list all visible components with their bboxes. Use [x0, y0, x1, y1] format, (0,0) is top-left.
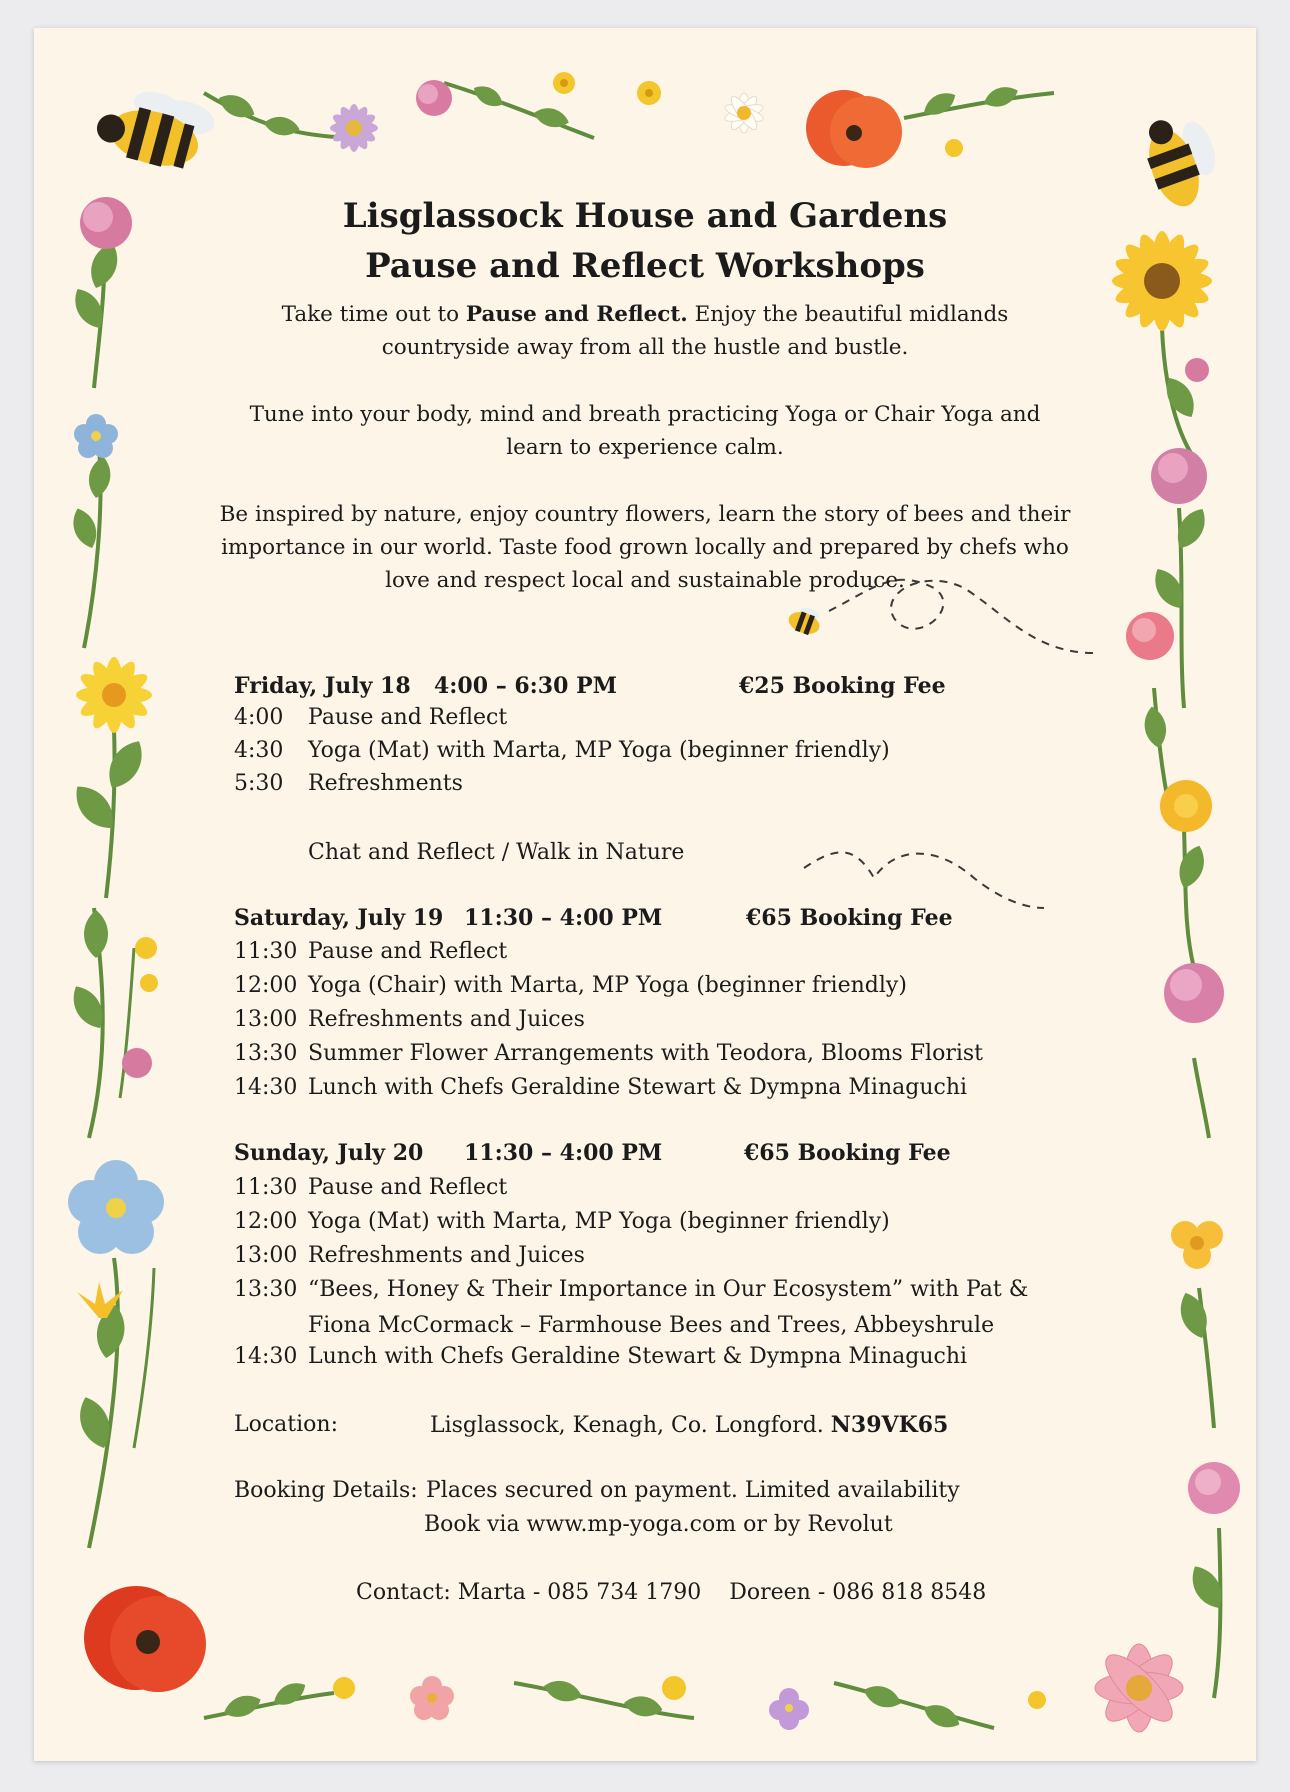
schedule-time: 4:00: [234, 705, 284, 730]
schedule-activity: Lunch with Chefs Geraldine Stewart & Dympna Minaguchi: [308, 1075, 968, 1100]
schedule-time: 14:30: [234, 1344, 298, 1369]
location-label: Location:: [234, 1412, 338, 1437]
day-header-friday: [234, 673, 617, 699]
booking-line-1: Places secured on payment. Limited availability: [426, 1478, 960, 1503]
schedule-activity: Yoga (Chair) with Marta, MP Yoga (beginner friendly): [308, 973, 907, 998]
schedule-row: [234, 1205, 890, 1238]
booking-label: Booking Details:: [234, 1478, 418, 1503]
intro-text: Enjoy the beautiful midlands: [687, 302, 1009, 327]
schedule-activity: Summer Flower Arrangements with Teodora, Blooms Florist: [308, 1041, 983, 1066]
schedule-activity: Refreshments and Juices: [308, 1007, 585, 1032]
day-header-saturday: [234, 905, 663, 931]
location-eircode: N39VK65: [830, 1412, 949, 1438]
schedule-time: 12:00: [234, 973, 298, 998]
poster-page: [34, 28, 1256, 1761]
booking-fee-saturday: €65 Booking Fee: [746, 905, 953, 931]
title-line-2: Pause and Reflect Workshops: [365, 246, 925, 286]
schedule-row: [234, 969, 907, 1002]
schedule-activity: Yoga (Mat) with Marta, MP Yoga (beginner friendly): [308, 1209, 890, 1234]
schedule-time: 14:30: [234, 1075, 298, 1100]
schedule-activity: Pause and Reflect: [308, 939, 508, 964]
day-hours: 11:30 – 4:00 PM: [464, 905, 663, 931]
schedule-activity: “Bees, Honey & Their Importance in Our Ecosystem” with Pat &: [308, 1277, 1029, 1302]
booking-fee-friday: €25 Booking Fee: [739, 673, 946, 699]
intro-text: Tune into your body, mind and breath practicing Yoga or Chair Yoga and: [249, 402, 1041, 427]
day-hours: 11:30 – 4:00 PM: [464, 1140, 663, 1166]
booking-line-2: Book via www.mp-yoga.com or by Revolut: [424, 1512, 893, 1537]
schedule-activity: Pause and Reflect: [308, 705, 508, 730]
schedule-row: [234, 1340, 967, 1373]
intro-paragraph-1: [174, 298, 1116, 364]
schedule-time: 4:30: [234, 738, 284, 763]
schedule-row: [234, 935, 507, 968]
schedule-row: [234, 1037, 983, 1070]
day-name: Friday, July 18: [234, 673, 411, 699]
schedule-row: [234, 1239, 585, 1272]
schedule-activity: Pause and Reflect: [308, 1175, 508, 1200]
schedule-time: 11:30: [234, 939, 298, 964]
intro-paragraph-2: [174, 398, 1116, 464]
schedule-activity: Yoga (Mat) with Marta, MP Yoga (beginner friendly): [308, 738, 890, 763]
schedule-extra: Chat and Reflect / Walk in Nature: [308, 840, 685, 865]
schedule-continuation: Fiona McCormack – Farmhouse Bees and Trees, Abbeyshrule: [308, 1313, 995, 1338]
intro-text: countryside away from all the hustle and bustle.: [381, 335, 909, 360]
intro-bold-text: Pause and Reflect.: [465, 302, 688, 327]
schedule-time: 13:30: [234, 1277, 298, 1302]
schedule-time: 13:30: [234, 1041, 298, 1066]
intro-text: Take time out to: [281, 302, 466, 327]
title-line-1: Lisglassock House and Gardens: [342, 196, 948, 236]
day-name: Sunday, July 20: [234, 1140, 424, 1166]
location-value: [430, 1412, 948, 1438]
schedule-activity: Refreshments: [308, 771, 463, 796]
intro-text: learn to experience calm.: [506, 435, 784, 460]
intro-text: Be inspired by nature, enjoy country flowers, learn the story of bees and their: [219, 502, 1071, 527]
schedule-time: 11:30: [234, 1175, 298, 1200]
day-header-sunday: [234, 1140, 663, 1166]
location-address: Lisglassock, Kenagh, Co. Longford.: [430, 1413, 831, 1438]
booking-fee-sunday: €65 Booking Fee: [744, 1140, 951, 1166]
schedule-time: 13:00: [234, 1243, 298, 1268]
intro-paragraph-3: [174, 498, 1116, 597]
schedule-activity: Refreshments and Juices: [308, 1243, 585, 1268]
schedule-row: [234, 1171, 507, 1204]
schedule-row: [234, 767, 463, 800]
schedule-row: [234, 1003, 585, 1036]
schedule-row: [234, 1273, 1028, 1306]
contact-line: Contact: Marta - 085 734 1790 Doreen - 086 818 8548: [356, 1580, 987, 1605]
schedule-time: 5:30: [234, 771, 284, 796]
schedule-row: [234, 1071, 967, 1104]
intro-text: importance in our world. Taste food grown locally and prepared by chefs who: [221, 535, 1069, 560]
schedule-row: [234, 734, 890, 767]
intro-text: love and respect local and sustainable produce.: [385, 568, 905, 593]
schedule-time: 12:00: [234, 1209, 298, 1234]
schedule-row: [234, 701, 507, 734]
day-name: Saturday, July 19: [234, 905, 444, 931]
schedule-activity: Lunch with Chefs Geraldine Stewart & Dympna Minaguchi: [308, 1344, 968, 1369]
day-hours: 4:00 – 6:30 PM: [434, 673, 617, 699]
schedule-time: 13:00: [234, 1007, 298, 1032]
